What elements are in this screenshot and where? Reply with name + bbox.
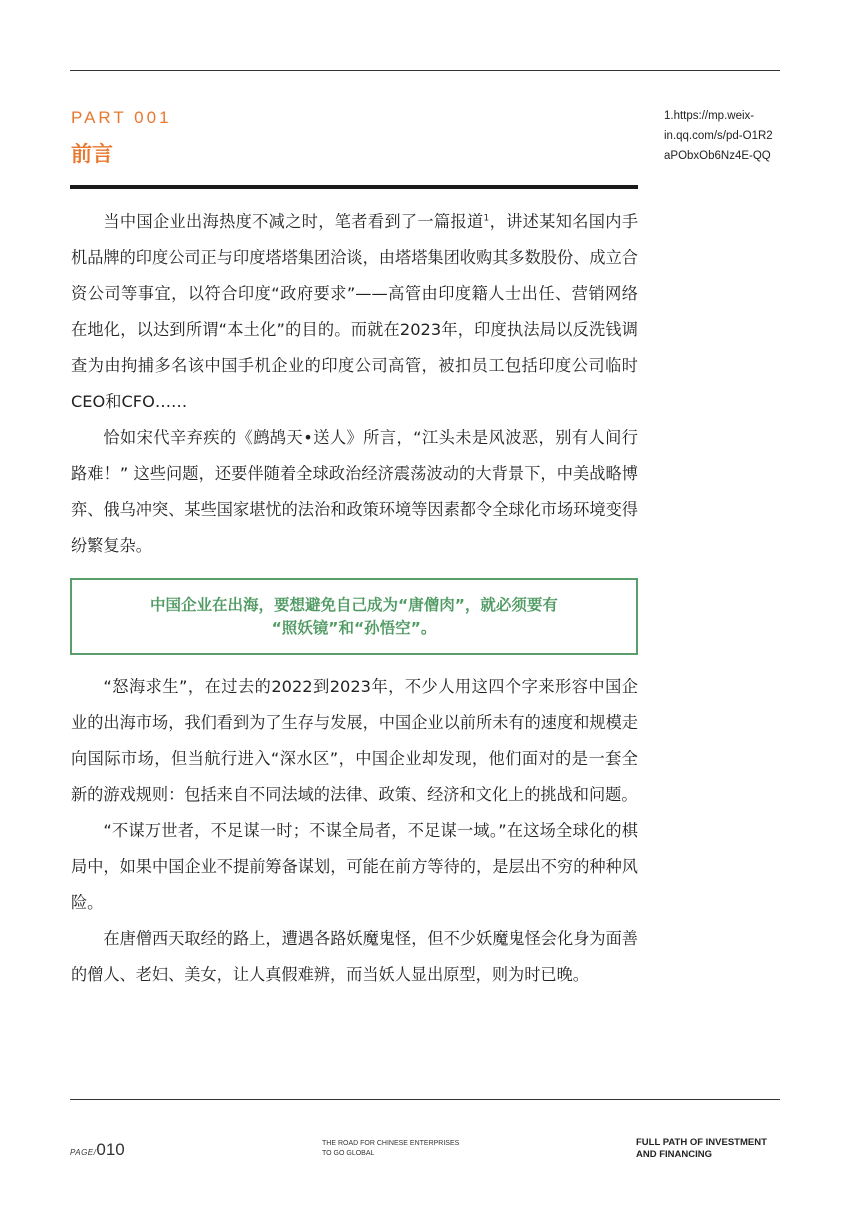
page-number-block <box>70 1140 125 1160</box>
page-label: PAGE/ <box>70 1148 97 1157</box>
paragraph-5: 在唐僧西天取经的路上，遭遇各路妖魔鬼怪，但不少妖魔鬼怪会化身为面善的僧人、老妇、美女，让人真假难辨，而当妖人显出原型，则为时已晚。 <box>71 929 638 984</box>
footer-right-line: FULL PATH OF INVESTMENT <box>636 1137 767 1148</box>
footnote-line: aPObxOb6Nz4E-QQ <box>664 150 771 162</box>
footer-center-line: TO GO GLOBAL <box>322 1150 375 1157</box>
footnote-ref: 1 <box>483 213 490 224</box>
callout-line-1: 中国企业在出海，要想避免自己成为“唐僧肉”，就必须要有 <box>150 595 558 614</box>
header-rule <box>70 70 780 71</box>
body-section-1 <box>71 204 638 564</box>
paragraph-1-text-a: 当中国企业出海热度不减之时，笔者看到了一篇报道 <box>103 212 484 231</box>
callout-line-2: “照妖镜”和“孙悟空”。 <box>271 618 437 637</box>
footer-report-title <box>636 1137 767 1161</box>
footer-center-line: THE ROAD FOR CHINESE ENTERPRISES <box>322 1140 460 1147</box>
paragraph-3: “怒海求生”，在过去的2022到2023年，不少人用这四个字来形容中国企业的出海市场，我们看到为了生存与发展，中国企业以前所未有的速度和规模走向国际市场，但当航行进入“深水区”，中国企业却发现，他们面对的是一套全新的游戏规则：包括来自不同法域的法律、政策、经济和文化上的挑战和问题。 <box>71 677 638 804</box>
footer-rule <box>70 1099 780 1100</box>
footnote-line: in.qq.com/s/pd-O1R2 <box>664 130 773 142</box>
callout-box <box>70 578 638 655</box>
paragraph-1-text-b: ，讲述某知名国内手机品牌的印度公司正与印度塔塔集团洽谈，由塔塔集团收购其多数股份、成立合资公司等事宜，以符合印度“政府要求”——高管由印度籍人士出任、营销网络在地化，以达到所谓“本土化”的目的。而就在2023年，印度执法局以反洗钱调查为由拘捕多名该中国手机企业的印度公司高管，被扣员工包括印度公司临时CEO和CFO…… <box>71 212 639 411</box>
footnote-line: 1.https://mp.weix- <box>664 110 755 122</box>
footnote <box>664 106 784 166</box>
paragraph-4: “不谋万世者，不足谋一时；不谋全局者，不足谋一域。”在这场全球化的棋局中，如果中国企业不提前筹备谋划，可能在前方等待的，是层出不穷的种种风险。 <box>71 821 638 912</box>
paragraph-2: 恰如宋代辛弃疾的《鹧鸪天•送人》所言，“江头未是风波恶，别有人间行路难！” 这些问题，还要伴随着全球政治经济震荡波动的大背景下，中美战略博弈、俄乌冲突、某些国家堪忧的法治和政策环境等因素都令全球化市场环境变得纷繁复杂。 <box>71 428 638 555</box>
page-number: 010 <box>96 1140 125 1159</box>
part-label: PART 001 <box>71 108 172 127</box>
footer-right-line: AND FINANCING <box>636 1149 712 1160</box>
body-section-2 <box>71 669 638 993</box>
title-underline <box>70 185 638 189</box>
section-title: 前言 <box>71 142 113 166</box>
footer-series-title <box>322 1139 459 1159</box>
paragraph-1 <box>71 204 638 420</box>
